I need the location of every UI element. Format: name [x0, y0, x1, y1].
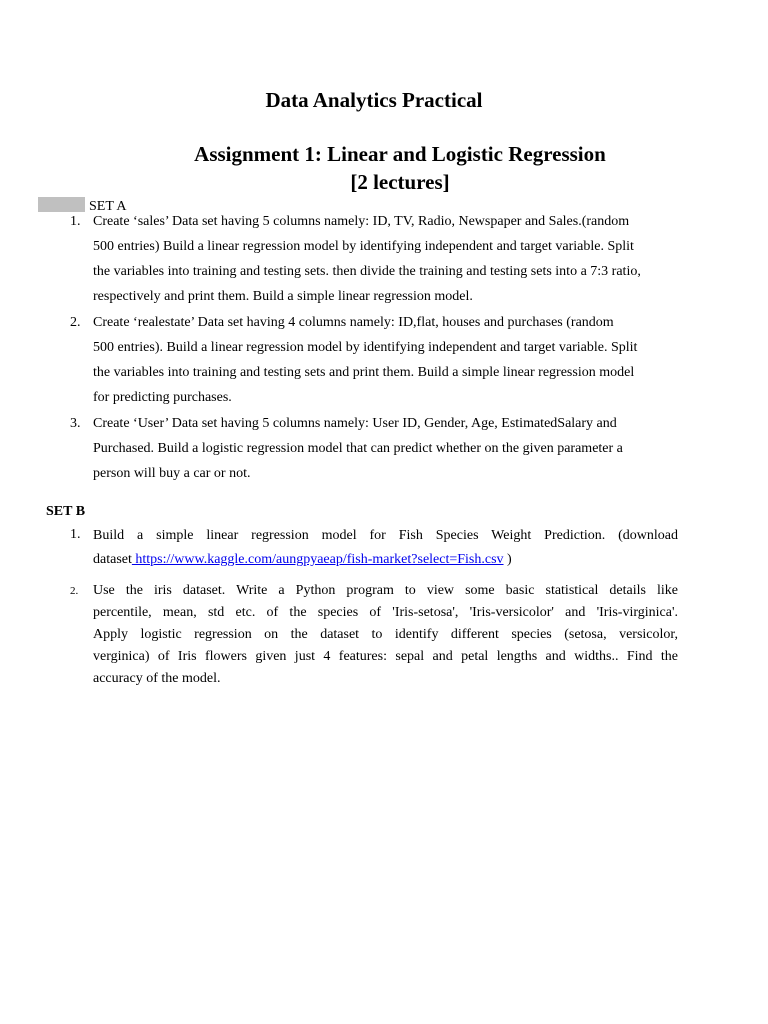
list-number: 1. — [70, 214, 81, 229]
kaggle-fish-dataset-link[interactable]: https://www.kaggle.com/aungpyaeap/fish-market?select=Fish.csv — [131, 552, 504, 567]
text-line: 500 entries) Build a linear regression model by identifying independent and target variable. Split — [93, 239, 634, 254]
dataset-word: dataset — [93, 552, 132, 567]
list-number: 2. — [70, 585, 79, 597]
text-line: percentile, mean, std etc. of the species of 'Iris-setosa', 'Iris-versicolor' and 'Iris-virginica'. — [93, 605, 678, 620]
list-item-text — [93, 209, 699, 309]
list-number: 3. — [70, 416, 81, 431]
text-line: verginica) of Iris flowers given just 4 features: sepal and petal lengths and widths.. Find the — [93, 649, 678, 664]
page-title: Data Analytics Practical — [265, 88, 483, 112]
text-line: Create ‘sales’ Data set having 5 columns namely: ID, TV, Radio, Newspaper and Sales.(random — [93, 214, 630, 229]
list-item-text — [93, 310, 699, 410]
assignment-title: Assignment 1: Linear and Logistic Regression — [194, 142, 606, 166]
text-line: Purchased. Build a logistic regression model that can predict whether on the given parameter a — [93, 441, 623, 456]
text-line: the variables into training and testing sets and print them. Build a simple linear regression model — [93, 365, 635, 380]
text-line: Build a simple linear regression model for Fish Species Weight Prediction. (download — [93, 528, 678, 543]
list-number: 2. — [70, 315, 81, 330]
lectures-count: [2 lectures] — [350, 170, 450, 194]
list-item-text — [93, 524, 678, 572]
text-line: Create ‘realestate’ Data set having 4 columns namely: ID,flat, houses and purchases (random — [93, 315, 614, 330]
text-line: 500 entries). Build a linear regression model by identifying independent and target variable. Split — [93, 340, 638, 355]
list-number: 1. — [70, 527, 81, 542]
list-item-text — [93, 411, 699, 486]
text-line — [93, 548, 678, 572]
text-line: respectively and print them. Build a simple linear regression model. — [93, 289, 473, 304]
text-line: Create ‘User’ Data set having 5 columns namely: User ID, Gender, Age, EstimatedSalary and — [93, 416, 617, 431]
text-line: for predicting purchases. — [93, 390, 232, 405]
text-line: Use the iris dataset. Write a Python program to view some basic statistical details like — [93, 583, 678, 598]
set-a-label: SET A — [89, 199, 127, 214]
text-line: accuracy of the model. — [93, 671, 221, 686]
closing-paren: ) — [503, 552, 512, 567]
text-line: Apply logistic regression on the dataset to identify different species (setosa, versicolor, — [93, 627, 678, 642]
set-b-heading: SET B — [46, 504, 86, 519]
list-item-text — [93, 580, 678, 690]
assignment-title-block — [150, 140, 650, 196]
text-line: the variables into training and testing sets. then divide the training and testing sets into a 7:3 ratio, — [93, 264, 641, 279]
text-line: person will buy a car or not. — [93, 466, 251, 481]
